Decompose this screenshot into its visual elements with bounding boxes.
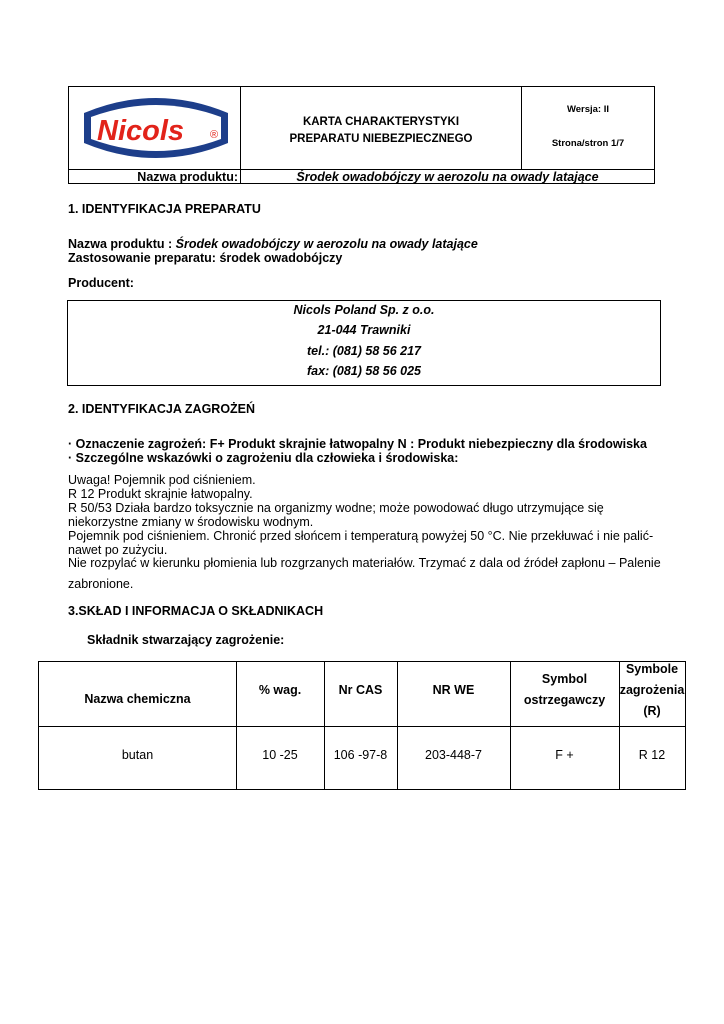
warning-line: Uwaga! Pojemnik pod ciśnieniem. — [68, 473, 256, 487]
warning-line: R 50/53 Działa bardzo toksycznie na organizmy wodne; może powodować długo utrzymujące się — [68, 501, 604, 515]
product-name-row — [69, 169, 654, 184]
document-title — [241, 87, 522, 169]
cell-we: 203-448-7 — [425, 748, 482, 762]
section1-heading: 1. IDENTYFIKACJA PREPARATU — [68, 202, 261, 216]
header-risk-line1: Symbole — [625, 662, 679, 676]
warning-line: nawet po zużyciu. — [68, 543, 168, 557]
title-line-2: PREPARATU NIEBEZPIECZNEGO — [289, 133, 473, 145]
producer-fax: fax: (081) 58 56 025 — [307, 364, 421, 378]
section2-heading: 2. IDENTYFIKACJA ZAGROŻEŃ — [68, 402, 256, 416]
warning-line: zabronione. — [68, 577, 134, 591]
producer-tel: tel.: (081) 58 56 217 — [307, 344, 421, 358]
logo-registered-mark: ® — [210, 129, 219, 141]
warning-line: niekorzystne zmiany w środowisku wodnym. — [68, 515, 314, 529]
cell-name: butan — [121, 748, 154, 762]
special-warnings: · Szczególne wskazówki o zagrożeniu dla człowieka i środowiska: — [68, 451, 459, 465]
header-symbol-line1: Symbol — [541, 672, 588, 686]
product-name-line — [68, 237, 478, 251]
logo-cell — [69, 87, 241, 169]
header-we: NR WE — [432, 683, 475, 697]
cell-cas: 106 -97-8 — [333, 748, 388, 762]
producer-label: Producent: — [68, 276, 134, 290]
title-line-1: KARTA CHARAKTERYSTYKI — [302, 116, 460, 128]
document-header — [68, 86, 655, 184]
version-cell — [522, 87, 654, 169]
usage-line — [68, 251, 342, 265]
components-table — [38, 661, 686, 790]
producer-name: Nicols Poland Sp. z o.o. — [293, 303, 435, 317]
cell-symbol: F + — [555, 748, 574, 762]
header-risk-line2: zagrożenia — [619, 683, 685, 697]
header-name: Nazwa chemiczna — [84, 692, 191, 706]
cell-weight: 10 -25 — [262, 748, 298, 762]
warning-line: Nie rozpylać w kierunku płomienia lub rozgrzanych materiałów. Trzymać z dala od źródeł zapłonu – Palenie — [68, 556, 661, 570]
header-cas: Nr CAS — [338, 683, 383, 697]
logo-text: Nicols — [97, 115, 185, 147]
version-text: Wersja: II — [566, 104, 610, 115]
page-number: Strona/stron 1/7 — [551, 138, 625, 149]
section3-heading: 3.SKŁAD I INFORMACJA O SKŁADNIKACH — [68, 604, 324, 618]
header-symbol-line2: ostrzegawczy — [523, 693, 606, 707]
warning-line: Pojemnik pod ciśnieniem. Chronić przed słońcem i temperaturą powyżej 50 °C. Nie przekłuwać i nie palić- — [68, 529, 654, 543]
producer-box — [67, 300, 661, 386]
section3-subheading: Składnik stwarzający zagrożenie: — [87, 633, 285, 647]
product-name-label: Nazwa produktu: — [69, 170, 241, 184]
nicols-logo — [81, 91, 231, 165]
product-name-line-label: Nazwa produktu : — [68, 237, 173, 251]
header-weight: % wag. — [258, 683, 302, 697]
product-name-line-value: Środek owadobójczy w aerozolu na owady latające — [175, 237, 478, 251]
table-header-divider — [39, 726, 685, 727]
usage-label: Zastosowanie preparatu: — [68, 251, 216, 265]
header-risk-line3: (R) — [643, 704, 661, 718]
hazard-marking: · Oznaczenie zagrożeń: F+ Produkt skrajnie łatwopalny N : Produkt niebezpieczny dla środowiska — [68, 437, 647, 451]
warning-line: R 12 Produkt skrajnie łatwopalny. — [68, 487, 253, 501]
cell-risk: R 12 — [638, 748, 666, 762]
usage-value: środek owadobójczy — [219, 251, 343, 265]
product-name-value: Środek owadobójczy w aerozolu na owady latające — [296, 170, 599, 184]
producer-city: 21-044 Trawniki — [317, 323, 411, 337]
